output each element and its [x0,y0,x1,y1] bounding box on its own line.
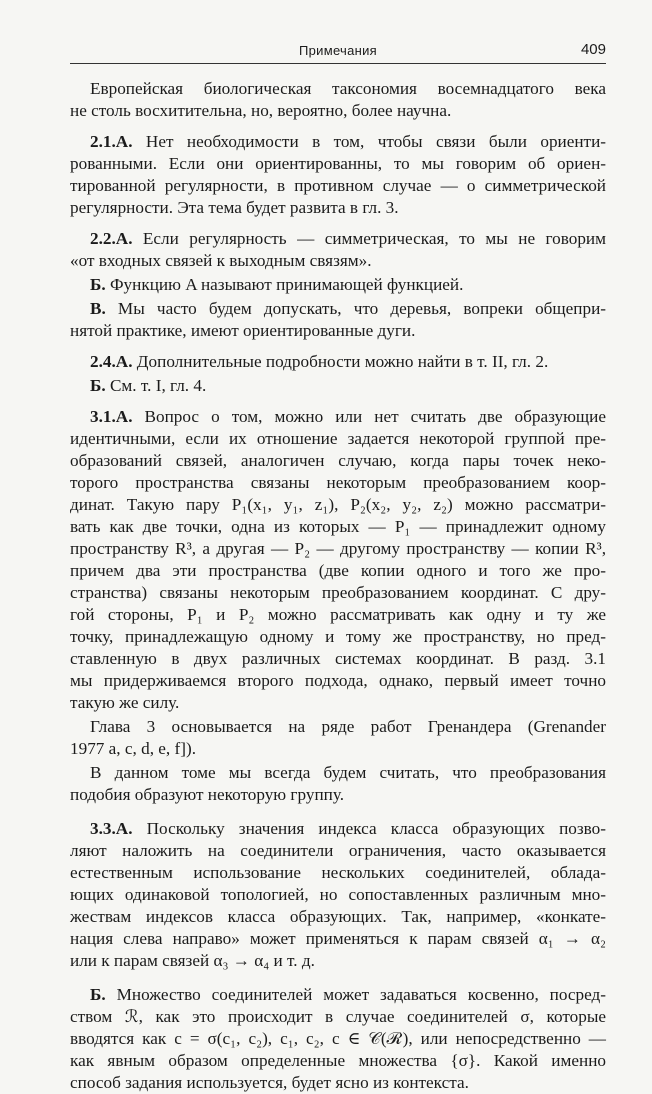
text-line: ляют наложить на соединители ограничения, часто оказывается [70,841,606,860]
page-header [70,41,606,64]
text-line: подобия образуют некоторую группу. [70,785,345,804]
note-line-n2-2v [70,298,606,320]
note-line-n2-1a [70,131,606,153]
text-line: «от входных связей к выходным связям». [70,251,372,270]
text-run: Дополнительные подробности можно найти в т. II, гл. 2. [132,352,549,371]
text-line: регулярности. Эта тема будет развита в гл. 3. [70,198,399,217]
text-line: естественным использование нескольких соединителей, облада- [70,863,606,882]
text-run: Если регулярность — симметрическая, то мы не говорим [132,229,606,248]
note-line-n2-2b [70,274,606,296]
text-line: пространству R³, а другая — P₂ — другому пространству — копии R³, [70,539,606,558]
text-run: См. т. I, гл. 4. [105,376,207,395]
text-line: Европейская биологическая таксономия восемнадцатого века [90,79,606,98]
page-number: 409 [580,41,606,58]
note-line-n2-4a [70,351,606,373]
note-line-n2-2a [70,228,606,250]
text-line: странства) связаны некоторым преобразованием координат. С дру- [70,583,606,602]
text-line: или к парам связей α₃ → α₄ и т. д. [70,951,315,970]
text-run: Вопрос о том, можно или нет считать две образующие [132,407,606,426]
text-line: идентичными, если их отношение задается некоторой группой пре- [70,429,606,448]
text-line: вводятся как c = σ(c₁, c₂), c₁, c₂, c ∈ 𝒞(ℛ), или непосредственно — [70,1029,606,1048]
text-line: динат. Такую пару P₁(x₁, y₁, z₁), P₂(x₂, y₂, z₂) можно рассматри- [70,495,606,514]
text-line: жествам индексов класса образующих. Так, например, «конкате- [70,907,606,926]
note-line-n3-3a [70,818,606,840]
text-line: вать как две точки, одна из которых — P₁ — принадлежит одному [70,517,606,536]
text-line: ставленную в двух различных системах координат. В разд. 3.1 [70,649,606,668]
text-line: мы придерживаемся второго подхода, однако, первый имеет точно [70,671,606,690]
note-label: Б. [90,376,106,395]
text-line: рованными. Если они ориентированны, то мы говорим об ориен- [70,154,606,173]
text-line: нятой практике, имеют ориентированные дуги. [70,321,416,340]
text-line: точку, принадлежащую одному и тому же пространству, но пред- [70,627,606,646]
note-label: 2.2.А. [90,229,133,248]
text-line: 1977 a, c, d, e, f]). [70,739,196,758]
running-head: Примечания [298,43,378,58]
text-line: образований связей, аналогичен случаю, когда пары точек неко- [70,451,606,470]
text-line: как явным образом определенные множества {σ}. Какой именно [70,1051,606,1070]
text-line: В данном томе мы всегда будем считать, что преобразования [90,763,606,782]
note-label: Б. [90,275,106,294]
note-line-n3-3b [70,984,606,1006]
note-label: 2.4.А. [90,352,133,371]
note-label: 2.1.А. [90,132,133,151]
text-run: Функцию A называют принимающей функцией. [105,275,464,294]
text-run: Множество соединителей может задаваться косвенно, посред- [105,985,606,1004]
text-line: ющих одинаковой топологией, но сопоставленных различным мно- [70,885,606,904]
text-line: такую же силу. [70,693,180,712]
note-line-n2-4b [70,375,606,397]
note-label: Б. [90,985,106,1004]
text-line: причем два эти пространства (две копии одного и того же про- [70,561,606,580]
text-run: Поскольку значения индекса класса образующих позво- [132,819,606,838]
note-label: 3.3.А. [90,819,133,838]
note-label: 3.1.А. [90,407,133,426]
text-line: нация слева направо» может применяться к парам связей α₁ → α₂ [70,929,606,948]
text-run: Мы часто будем допускать, что деревья, вопреки общепри- [105,299,606,318]
text-line: тированной регулярности, в противном случае — о симметрической [70,176,606,195]
text-line: ством ℛ, как это происходит в случае соединителей σ, которые [70,1007,606,1026]
text-line: Глава 3 основывается на ряде работ Гренандера (Grenander [90,717,606,736]
text-line: гой стороны, P₁ и P₂ можно рассматривать как одну и ту же [70,605,606,624]
text-line: не столь восхитительна, но, вероятно, более научна. [70,101,452,120]
text-line: торого пространства связаны некоторым преобразованием коор- [70,473,606,492]
text-run: Нет необходимости в том, чтобы связи были ориенти- [132,132,606,151]
text-line: способ задания используется, будет ясно из контекста. [70,1073,469,1092]
note-line-n3-1a [70,406,606,428]
note-label: В. [90,299,106,318]
